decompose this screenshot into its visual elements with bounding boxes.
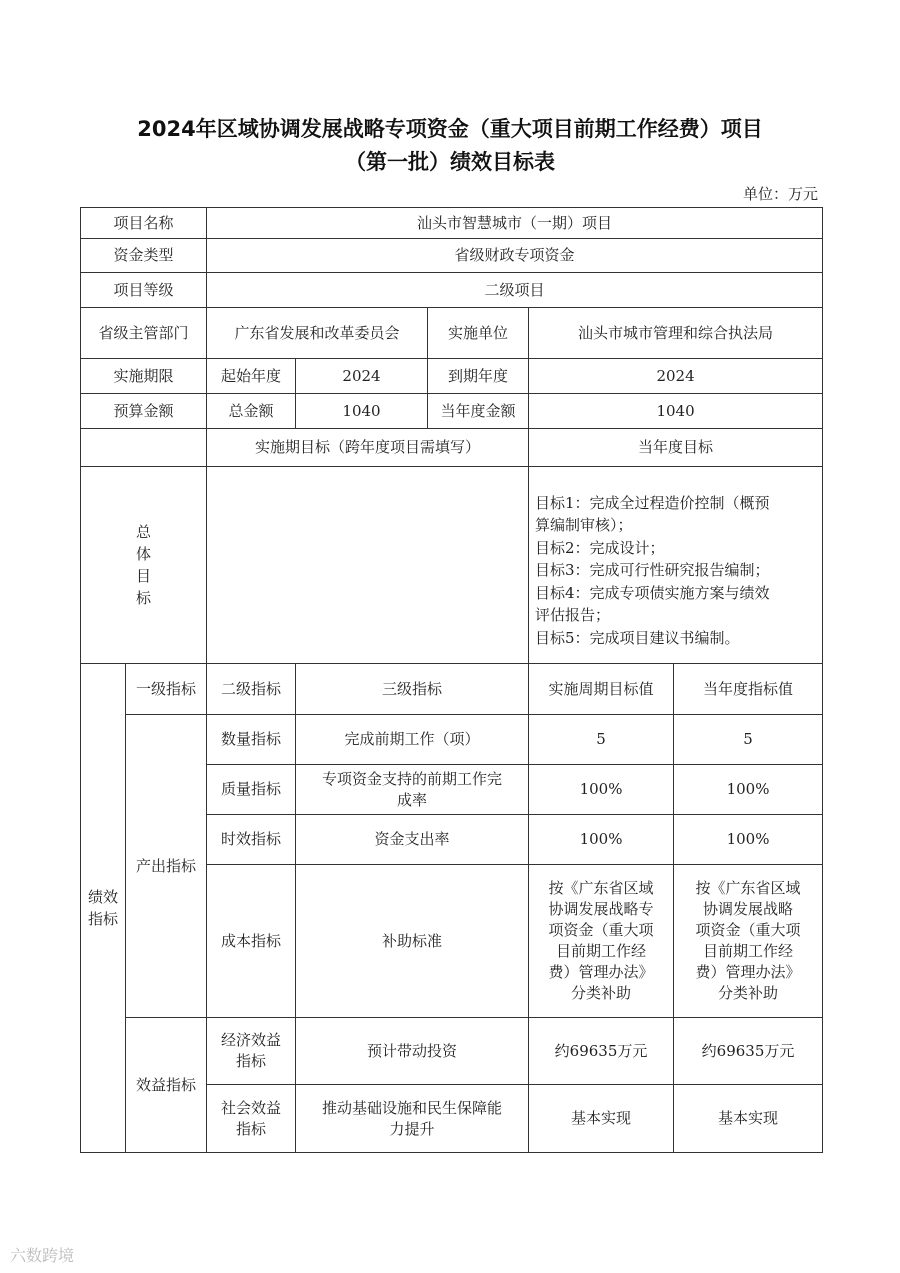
benefit-indicator-label: 效益指标 <box>126 1018 207 1153</box>
table-row-level3: 预计带动投资 <box>296 1018 529 1085</box>
year-goal-text: 目标1：完成全过程造价控制（概预 算编制审核）； 目标2：完成设计； 目标3：完成可行性研究报告编制； 目标4：完成专项债实施方案与绩效 评估报告； 目标5：完成项目建议书编制。 <box>529 467 823 664</box>
table-row-year-value: 按《广东省区域 协调发展战略 项资金（重大项 目前期工作经 费）管理办法》 分类补助 <box>674 865 823 1018</box>
end-year-value: 2024 <box>529 359 823 394</box>
total-amount-label: 总金额 <box>207 394 296 429</box>
level-label: 项目等级 <box>81 273 207 308</box>
current-amount-value: 1040 <box>529 394 823 429</box>
empty-header-cell <box>81 429 207 467</box>
level2-header: 二级指标 <box>207 664 296 715</box>
table-row-level3: 资金支出率 <box>296 815 529 865</box>
dept-value: 广东省发展和改革委员会 <box>207 308 428 359</box>
table-row-year-value: 基本实现 <box>674 1085 823 1153</box>
table-row-year-value: 约69635万元 <box>674 1018 823 1085</box>
table-row-level3: 专项资金支持的前期工作完 成率 <box>296 765 529 815</box>
table-row-period-value: 5 <box>529 715 674 765</box>
table-row-year-value: 5 <box>674 715 823 765</box>
year-goal-header: 当年度目标 <box>529 429 823 467</box>
project-name-label: 项目名称 <box>81 208 207 239</box>
watermark: 六数跨境 <box>10 1246 75 1265</box>
start-year-value: 2024 <box>296 359 428 394</box>
period-target-header: 实施周期目标值 <box>529 664 674 715</box>
project-name-value: 汕头市智慧城市（一期）项目 <box>207 208 823 239</box>
table-row-period-value: 约69635万元 <box>529 1018 674 1085</box>
dept-label: 省级主管部门 <box>81 308 207 359</box>
table-row-period-value: 100% <box>529 765 674 815</box>
table-row-level3: 完成前期工作（项） <box>296 715 529 765</box>
fund-type-value: 省级财政专项资金 <box>207 239 823 273</box>
table-row-level3: 补助标准 <box>296 865 529 1018</box>
table-row-level2: 经济效益 指标 <box>207 1018 296 1085</box>
period-goal-text <box>207 467 529 664</box>
table-row-period-value: 100% <box>529 815 674 865</box>
unit-label: 单位：万元 <box>742 185 818 203</box>
fund-type-label: 资金类型 <box>81 239 207 273</box>
overall-goal-label: 总 体 目 标 <box>81 467 207 664</box>
performance-target-table <box>80 207 823 1153</box>
year-target-header: 当年度指标值 <box>674 664 823 715</box>
output-indicator-label: 产出指标 <box>126 715 207 1018</box>
impl-unit-label: 实施单位 <box>428 308 529 359</box>
indicator-side-label: 绩效 指标 <box>81 664 126 1153</box>
table-row-level2: 成本指标 <box>207 865 296 1018</box>
doc-title-line2: （第一批）绩效目标表 <box>345 150 555 174</box>
impl-unit-value: 汕头市城市管理和综合执法局 <box>529 308 823 359</box>
table-row-year-value: 100% <box>674 815 823 865</box>
total-amount-value: 1040 <box>296 394 428 429</box>
current-amount-label: 当年度金额 <box>428 394 529 429</box>
doc-title-line1: 2024年区域协调发展战略专项资金（重大项目前期工作经费）项目 <box>137 117 763 141</box>
period-goal-header: 实施期目标（跨年度项目需填写） <box>207 429 529 467</box>
table-row-level2: 数量指标 <box>207 715 296 765</box>
start-year-label: 起始年度 <box>207 359 296 394</box>
table-row-level3: 推动基础设施和民生保障能 力提升 <box>296 1085 529 1153</box>
table-row-year-value: 100% <box>674 765 823 815</box>
budget-label: 预算金额 <box>81 394 207 429</box>
period-label: 实施期限 <box>81 359 207 394</box>
table-row-level2: 质量指标 <box>207 765 296 815</box>
table-row-level2: 时效指标 <box>207 815 296 865</box>
level-value: 二级项目 <box>207 273 823 308</box>
table-row-period-value: 按《广东省区域 协调发展战略专 项资金（重大项 目前期工作经 费）管理办法》 分类补助 <box>529 865 674 1018</box>
end-year-label: 到期年度 <box>428 359 529 394</box>
table-row-period-value: 基本实现 <box>529 1085 674 1153</box>
level3-header: 三级指标 <box>296 664 529 715</box>
level1-header: 一级指标 <box>126 664 207 715</box>
table-row-level2: 社会效益 指标 <box>207 1085 296 1153</box>
